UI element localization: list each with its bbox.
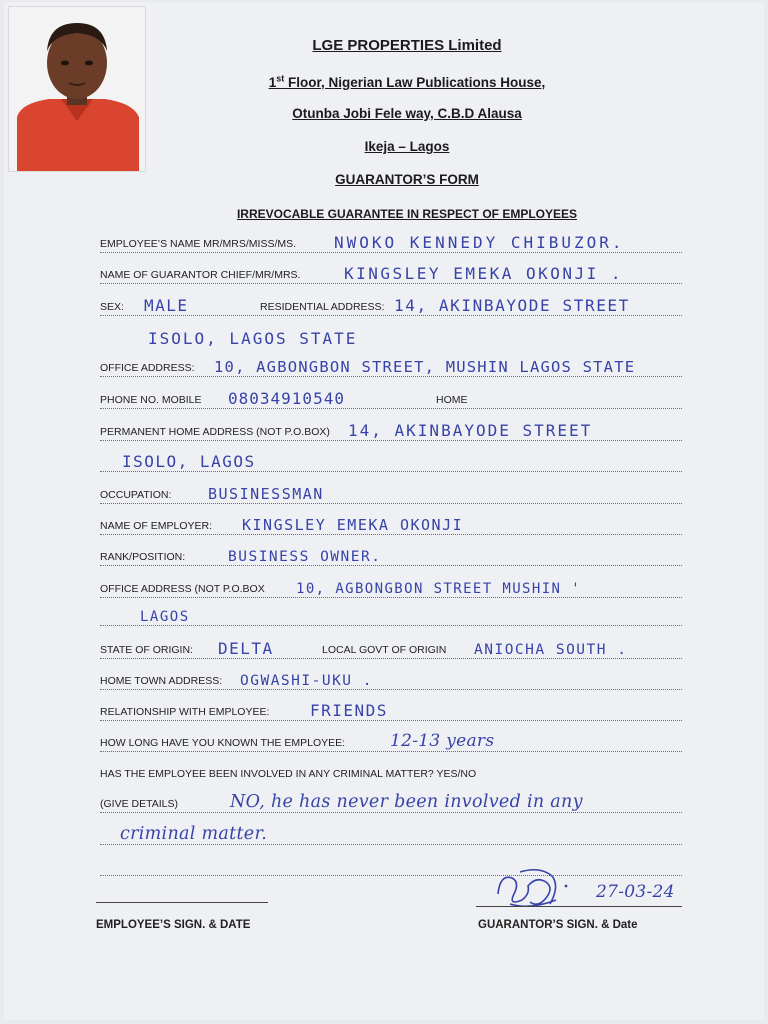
guarantor-date[interactable]: 27-03-24 [596, 882, 675, 902]
employer-name-value[interactable]: KINGSLEY EMEKA OKONJI [242, 516, 464, 534]
lga-value[interactable]: ANIOCHA SOUTH . [474, 642, 628, 658]
field-sex-residence [100, 295, 682, 316]
field-rank [100, 545, 682, 566]
company-name: LGE PROPERTIES Limited [312, 37, 502, 54]
field-guarantor-name [100, 263, 682, 284]
employee-signature-label: EMPLOYEE’S SIGN. & DATE [96, 919, 251, 931]
office-address-label: OFFICE ADDRESS: [100, 362, 195, 374]
employee-name-value[interactable]: NWOKO KENNEDY CHIBUZOR. [334, 233, 625, 252]
address-line-3: Ikeja – Lagos [364, 139, 450, 154]
employee-name-label: EMPLOYEE’S NAME MR/MRS/MISS/MS. [100, 238, 297, 250]
field-criminal-question [100, 762, 682, 782]
residential-address-value[interactable]: 14, AKINBAYODE STREET [394, 296, 630, 315]
known-duration-value[interactable]: 12-13 years [390, 731, 495, 751]
give-details-label: (GIVE DETAILS) [100, 798, 178, 810]
lga-label: LOCAL GOVT OF ORIGIN [322, 644, 447, 656]
rank-value[interactable]: BUSINESS OWNER. [228, 549, 382, 565]
field-relationship [100, 700, 682, 721]
field-permanent-address [100, 420, 682, 441]
form-subtitle: IRREVOCABLE GUARANTEE IN RESPECT OF EMPLOYEES [236, 207, 578, 221]
employer-office-value-2[interactable]: LAGOS [140, 609, 190, 625]
address-line-2: Otunba Jobi Fele way, C.B.D Alausa [292, 106, 522, 121]
form-sheet [4, 2, 764, 1020]
field-residence-cont [100, 324, 682, 348]
employer-name-label: NAME OF EMPLOYER: [100, 520, 213, 532]
permanent-address-label: PERMANENT HOME ADDRESS (NOT P.O.BOX) [100, 426, 330, 438]
residential-address-label: RESIDENTIAL ADDRESS: [260, 301, 385, 313]
address-line-1: 1st Floor, Nigerian Law Publications House, [268, 73, 546, 90]
sex-label: SEX: [100, 301, 124, 313]
permanent-address-value-2[interactable]: ISOLO, LAGOS [122, 452, 256, 471]
rank-label: RANK/POSITION: [100, 551, 186, 563]
field-employee-name [100, 232, 682, 253]
sex-value[interactable]: MALE [144, 296, 189, 315]
relationship-value[interactable]: FRIENDS [310, 701, 388, 720]
field-known-duration [100, 731, 682, 752]
field-give-details [100, 792, 682, 813]
guarantor-signature [490, 864, 580, 919]
field-occupation [100, 483, 682, 504]
home-town-label: HOME TOWN ADDRESS: [100, 675, 223, 687]
give-details-value[interactable]: NO, he has never been involved in any [230, 792, 583, 812]
phone-home-label: HOME [436, 394, 468, 406]
field-employer-office-cont [100, 605, 682, 626]
residential-address-value-2[interactable]: ISOLO, LAGOS STATE [148, 329, 358, 348]
employer-office-label: OFFICE ADDRESS (NOT P.O.BOX [100, 583, 265, 595]
field-permanent-address-cont [100, 451, 682, 472]
phone-mobile-label: PHONE NO. MOBILE [100, 394, 202, 406]
field-home-town [100, 669, 682, 690]
known-duration-label: HOW LONG HAVE YOU KNOWN THE EMPLOYEE: [100, 737, 346, 749]
field-give-details-cont [100, 824, 682, 845]
form-title: GUARANTOR’S FORM [335, 172, 479, 187]
occupation-value[interactable]: BUSINESSMAN [208, 485, 324, 503]
state-of-origin-label: STATE OF ORIGIN: [100, 644, 193, 656]
guarantor-name-value[interactable]: KINGSLEY EMEKA OKONJI . [344, 264, 624, 283]
employee-signature-line[interactable] [96, 902, 268, 903]
field-office-address [100, 356, 682, 377]
field-employer-office [100, 577, 682, 598]
home-town-value[interactable]: OGWASHI-UKU . [240, 673, 373, 689]
permanent-address-value[interactable]: 14, AKINBAYODE STREET [348, 421, 593, 440]
field-give-details-blank [100, 855, 682, 876]
phone-mobile-value[interactable]: 08034910540 [228, 389, 345, 408]
state-of-origin-value[interactable]: DELTA [218, 639, 274, 658]
guarantor-name-label: NAME OF GUARANTOR CHIEF/MR/MRS. [100, 269, 301, 281]
employer-office-value[interactable]: 10, AGBONGBON STREET MUSHIN ' [296, 581, 582, 597]
field-employer [100, 514, 682, 535]
criminal-question-label: HAS THE EMPLOYEE BEEN INVOLVED IN ANY CRIMINAL MATTER? YES/NO [100, 768, 477, 780]
guarantor-signature-label: GUARANTOR’S SIGN. & Date [478, 919, 638, 931]
office-address-value[interactable]: 10, AGBONGBON STREET, MUSHIN LAGOS STATE [214, 358, 636, 376]
field-phone [100, 388, 682, 409]
field-state-lga [100, 638, 682, 659]
give-details-value-2[interactable]: criminal matter. [120, 824, 268, 844]
occupation-label: OCCUPATION: [100, 489, 172, 501]
relationship-label: RELATIONSHIP WITH EMPLOYEE: [100, 706, 270, 718]
passport-photo [8, 6, 146, 172]
